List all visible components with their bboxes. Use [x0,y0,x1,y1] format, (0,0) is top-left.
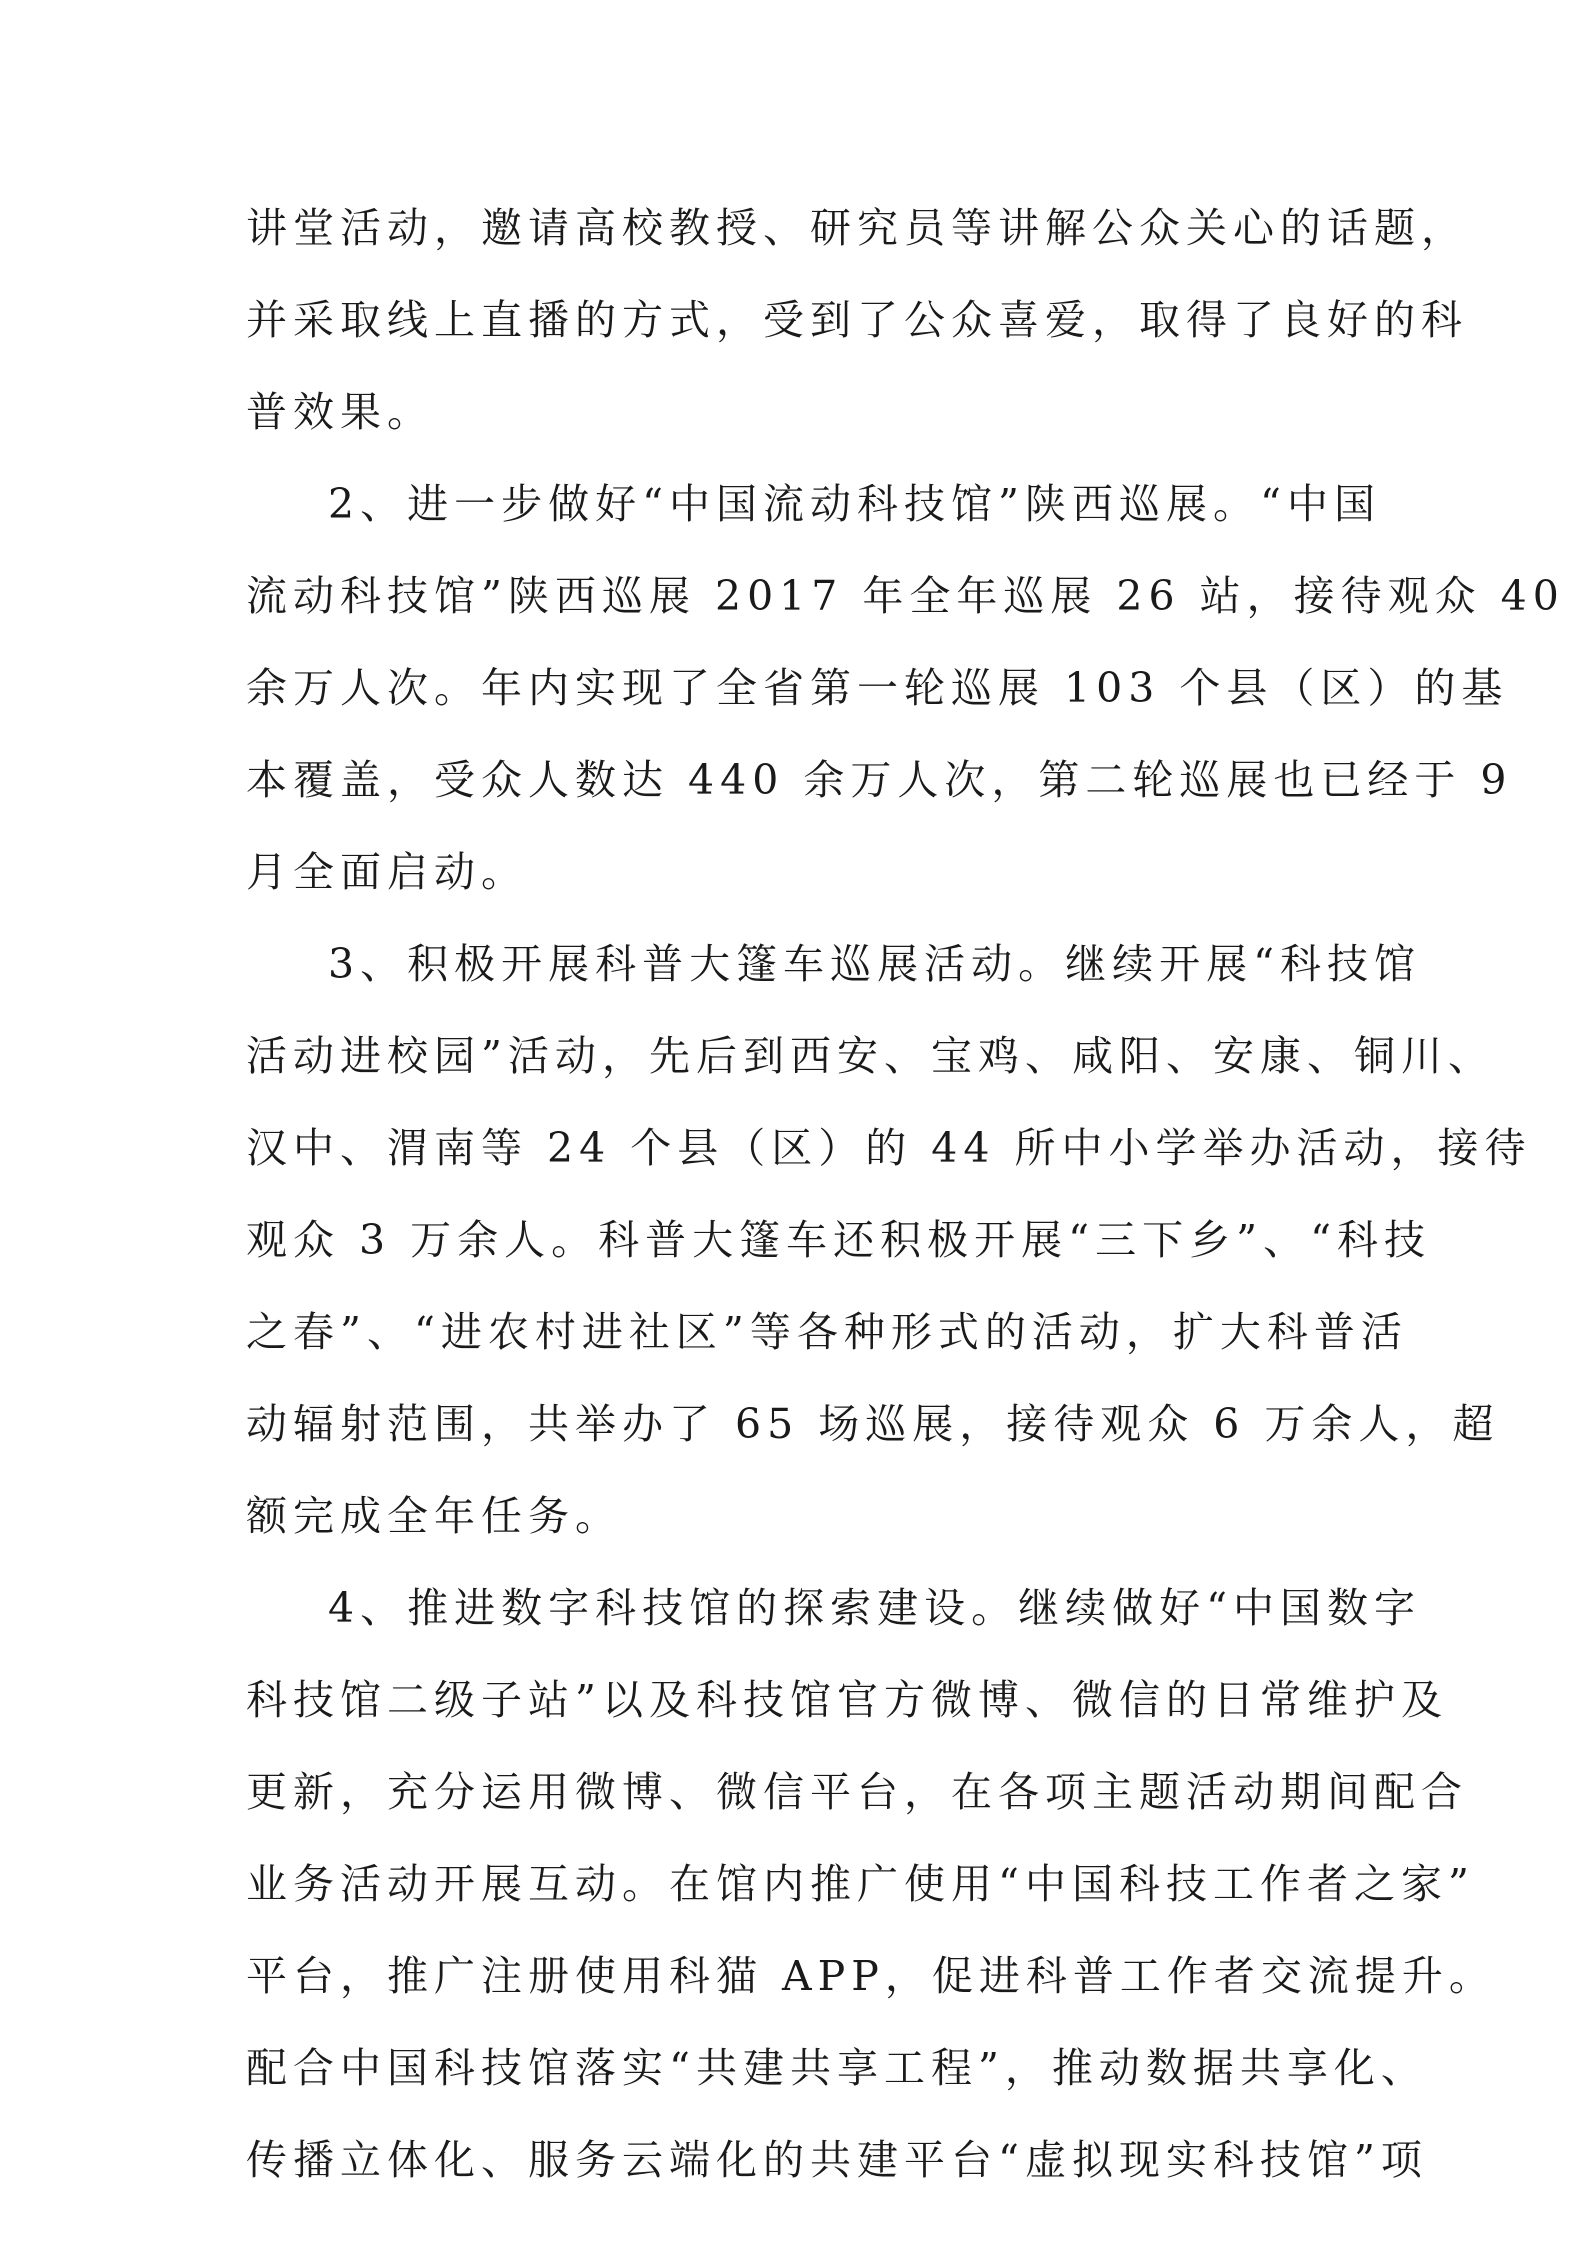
paragraph-4-line-2: 科技馆二级子站”以及科技馆官方微博、微信的日常维护及 [246,1676,1448,1724]
paragraph-3-line-4: 观众 3 万余人。科普大篷车还积极开展“三下乡”、“科技 [246,1216,1432,1264]
paragraph-2-line-2: 流动科技馆”陕西巡展 2017 年全年巡展 26 站，接待观众 40 [246,572,1565,620]
paragraph-3-line-6: 动辐射范围，共举办了 65 场巡展，接待观众 6 万余人，超 [246,1400,1500,1448]
paragraph-4-line-5: 平台，推广注册使用科猫 APP，促进科普工作者交流提升。 [246,1952,1496,2000]
paragraph-3-line-2: 活动进校园”活动，先后到西安、宝鸡、咸阳、安康、铜川、 [246,1032,1495,1080]
paragraph-4-line-6: 配合中国科技馆落实“共建共享工程”，推动数据共享化、 [246,2044,1428,2092]
paragraph-2-line-4: 本覆盖，受众人数达 440 余万人次，第二轮巡展也已经于 9 [246,756,1513,804]
paragraph-4-line-7: 传播立体化、服务云端化的共建平台“虚拟现实科技馆”项 [246,2136,1428,2184]
paragraph-2-line-5: 月全面启动。 [246,848,528,896]
paragraph-4-line-4: 业务活动开展互动。在馆内推广使用“中国科技工作者之家” [246,1860,1475,1908]
document-body [246,182,1565,2206]
paragraph-1-line-3: 普效果。 [246,388,434,436]
paragraph-2-line-1: 2、进一步做好“中国流动科技馆”陕西巡展。“中国 [328,480,1381,528]
paragraph-1-line-2: 并采取线上直播的方式，受到了公众喜爱，取得了良好的科 [246,296,1468,344]
paragraph-3-line-1: 3、积极开展科普大篷车巡展活动。继续开展“科技馆 [328,940,1422,988]
paragraph-2-line-3: 余万人次。年内实现了全省第一轮巡展 103 个县（区）的基 [246,664,1509,712]
paragraph-3-line-5: 之春”、“进农村进社区”等各种形式的活动，扩大科普活 [246,1308,1408,1356]
paragraph-4-line-3: 更新，充分运用微博、微信平台，在各项主题活动期间配合 [246,1768,1468,1816]
paragraph-3-line-3: 汉中、渭南等 24 个县（区）的 44 所中小学举办活动，接待 [246,1124,1532,1172]
paragraph-3-line-7: 额完成全年任务。 [246,1492,622,1540]
paragraph-4-line-1: 4、推进数字科技馆的探索建设。继续做好“中国数字 [328,1584,1422,1632]
paragraph-1-line-1: 讲堂活动，邀请高校教授、研究员等讲解公众关心的话题， [246,204,1468,252]
